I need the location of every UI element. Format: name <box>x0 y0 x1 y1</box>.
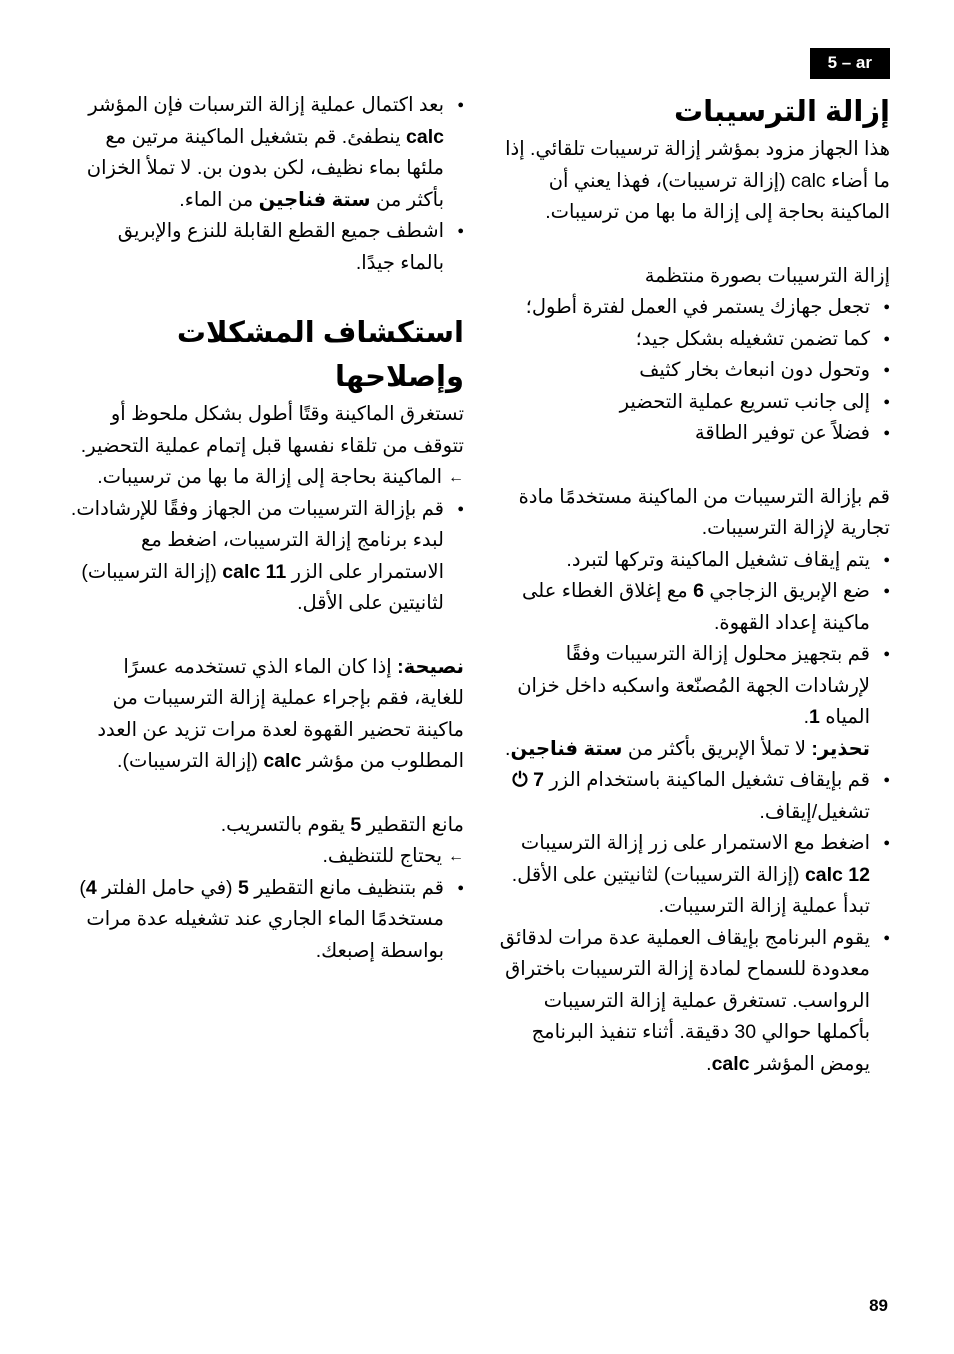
cause-list <box>69 462 464 494</box>
cause-list-2 <box>69 841 464 873</box>
list-item: ● وتحول دون انبعاث بخار كثيف <box>490 355 890 387</box>
step-prepare-solution: ● قم بتجهيز محلول إزالة الترسيبات وفقًا لإرشادات الجهة المُصنّعة واسكبه داخل خزان المياه 1. <box>490 639 890 734</box>
step-rinse-cycles: ● بعد اكتمال عملية إزالة الترسبات فإن المؤشر calc ينطفئ. قم بتشغيل الماكينة مرتين مع ملئها بماء نظيف، لكن بدون بن. لا تملأ الخزان بأكثر من ستة فناجين من الماء. <box>69 90 464 216</box>
remedy-descale: ● قم بإزالة الترسيبات من الجهاز وفقًا للإرشادات. لبدء برنامج إزالة الترسيبات، اضغط مع الاستمرار على الزر calc 11 (إزالة الترسيبات) لثانيتين على الأقل. <box>69 494 464 620</box>
step-cool-down: ● يتم إيقاف تشغيل الماكينة وتركها لتبرد. <box>490 545 890 577</box>
remedy-list-2 <box>69 873 464 968</box>
step-rinse-parts: ● اشطف جميع القطع القابلة للنزع والإبريق بالماء جيدًا. <box>69 216 464 279</box>
step-press-calc: ● اضغط مع الاستمرار على زر إزالة الترسيبات calc 12 (إزالة الترسيبات) لثانيتين على الأقل. تبدأ عملية إزالة الترسيبات. <box>490 828 890 923</box>
page-language-tag: 5 – ar <box>810 48 890 79</box>
list-item: ● فضلاً عن توفير الطاقة <box>490 418 890 450</box>
benefits-list <box>490 292 890 450</box>
page-number: 89 <box>869 1296 888 1315</box>
power-icon: ⏻ <box>512 769 528 791</box>
list-item: ● إلى جانب تسريع عملية التحضير <box>490 387 890 419</box>
cause-needs-descaling: ← الماكينة بحاجة إلى إزالة ما بها من ترسيبات. <box>69 462 464 494</box>
descaling-steps-continued <box>490 765 890 1080</box>
troubleshooting-title: استكشاف المشكلات وإصلاحها <box>176 317 464 393</box>
step-switch-off: ● قم بإيقاف تشغيل الماكينة باستخدام الزر 7 ⏻ تشغيل/إيقاف. <box>490 765 890 828</box>
remedy-clean-drip-stop: ● قم بتنظيف مانع التقطير 5 (في حامل الفلتر 4) مستخدمًا الماء الجاري عند تشغيله عدة مرات بواسطة إصبعك. <box>69 873 464 968</box>
descaling-steps <box>490 545 890 734</box>
cause-needs-cleaning: ← يحتاج للتنظيف. <box>69 841 464 873</box>
symptom-drip-stop-leaks: مانع التقطير 5 يقوم بالتسريب. <box>220 813 464 836</box>
step-place-jug: ● ضع الإبريق الزجاجي 6 مع إغلاق الغطاء على ماكينة إعداد القهوة. <box>490 576 890 639</box>
after-descaling-list <box>69 90 464 279</box>
warning-note: تحذير: لا تملأ الإبريق بأكثر من ستة فناجين. <box>505 737 870 760</box>
step-program-pauses: ● يقوم البرنامج بإيقاف العملية عدة مرات لدقائق معدودة للسماح لمادة إزالة الترسيبات باختراق الرواسب. تستغرق عملية إزالة الترسيبات بأكملها حوالي 30 دقيقة. أثناء تنفيذ البرنامج يومض المؤشر calc. <box>490 923 890 1081</box>
remedy-list <box>69 494 464 620</box>
regular-descaling-heading: إزالة الترسيبات بصورة منتظمة <box>644 264 890 287</box>
descaling-intro: هذا الجهاز مزود بمؤشر إزالة ترسيبات تلقائي. إذا ما أضاء calc (إزالة ترسيبات)، فهذا يعني أن الماكينة بحاجة إلى إزالة ما بها من ترسيبات. <box>505 138 890 223</box>
list-item: ● كما تضمن تشغيله بشكل جيد؛ <box>490 324 890 356</box>
tip-note: نصيحة: إذا كان الماء الذي تستخدمه عسرًا للغاية، فقم بإجراء عملية إزالة الترسيبات من ماكينة تحضير القهوة لعدة مرات تزيد عن العدد المطلوب من مؤشر calc (إزالة الترسيبات). <box>97 655 464 772</box>
symptom-slow-brewing: تستغرق الماكينة وقتًا أطول بشكل ملحوظ أو تتوقف من تلقاء نفسها قبل إتمام عملية التحضير. <box>80 403 464 457</box>
descaling-instruction: قم بإزالة الترسيبات من الماكينة مستخدمًا مادة تجارية لإزالة الترسيبات. <box>518 485 890 539</box>
list-item: ● تجعل جهازك يستمر في العمل لفترة أطول؛ <box>490 292 890 324</box>
descaling-title: إزالة الترسيبات <box>673 96 890 128</box>
descaling-column <box>490 90 890 1080</box>
troubleshooting-column <box>69 90 464 967</box>
